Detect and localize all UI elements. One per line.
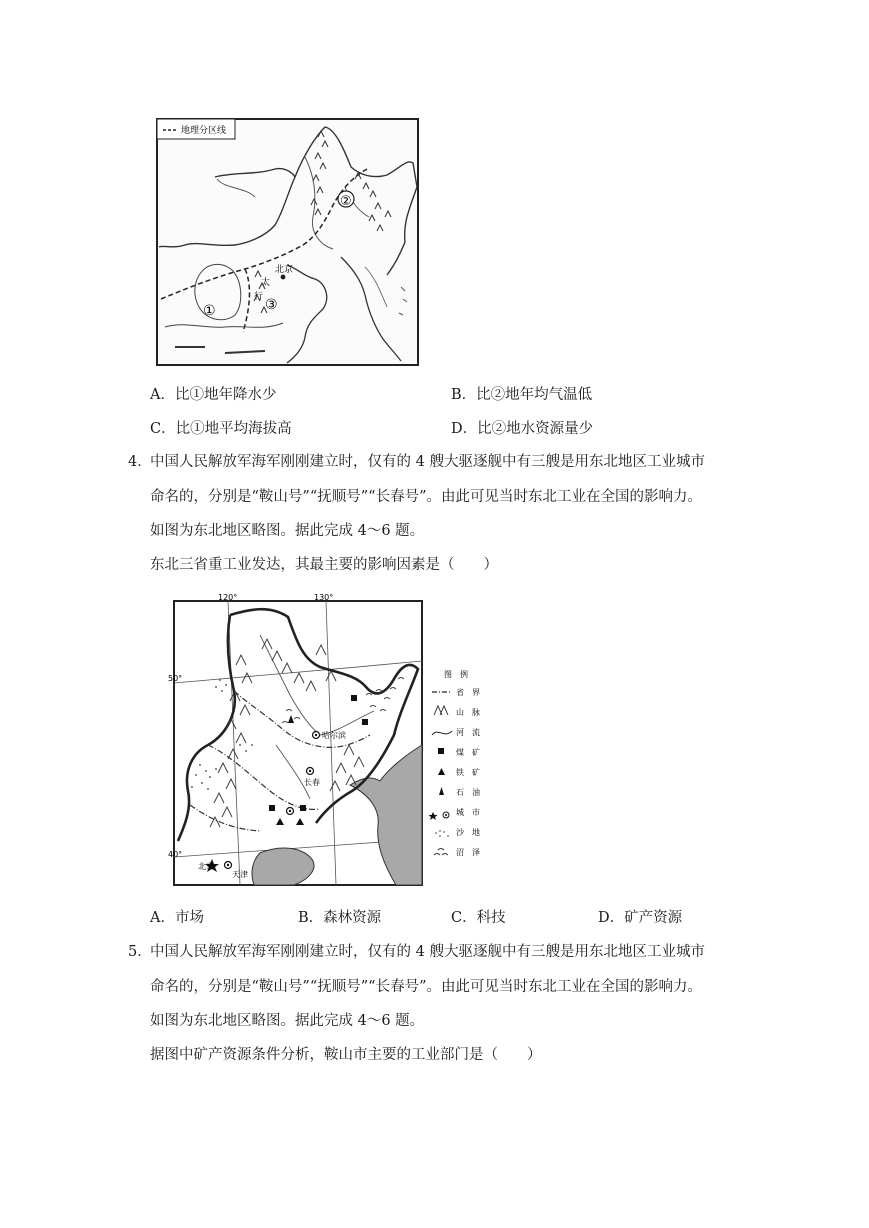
map2-lon-label-120: 120° (218, 593, 238, 602)
map1-city-dot (281, 275, 286, 280)
q4-option-c: C．科技 (451, 910, 506, 926)
map2-legend-oil: 石 油 (456, 788, 480, 797)
q3-option-b: B．比②地年均气温低 (451, 387, 593, 403)
q4-stem-line-2: 命名的，分别是“鞍山号”“抚顺号”“长春号”。由此可见当时东北工业在全国的影响力。 (150, 489, 702, 505)
map2-legend-river: 河 流 (456, 728, 480, 737)
q4-stem-line-1: 中国人民解放军海军刚刚建立时，仅有的 4 艘大驱逐舰中有三艘是用东北地区工业城市 (150, 454, 705, 470)
map1-region-label-b: 行 (254, 292, 264, 302)
q5-stem-line-3: 如图为东北地区略图。据此完成 4～6 题。 (150, 1013, 425, 1029)
map2-legend-sand: 沙 地 (456, 828, 480, 837)
map2-lat-label-50: 50° (168, 674, 183, 683)
map-north-china-regions (155, 117, 420, 367)
q5-number: 5． (128, 944, 152, 960)
map1-region-label-a: 太 (261, 278, 271, 288)
map2-legend-iron: 铁 矿 (456, 768, 480, 777)
map2-city-changchun: 长春 (304, 778, 320, 787)
map2-city-tianjin: 天津 (232, 870, 248, 879)
map2-city-beijing: 北京 (198, 862, 214, 871)
map2-legend-title: 图 例 (444, 670, 468, 679)
map2-legend-province: 省 界 (456, 688, 480, 697)
map-northeast-china (170, 595, 510, 890)
map1-city-beijing: 北京 (275, 265, 294, 275)
map2-legend-mountain: 山 脉 (456, 708, 480, 717)
map1-marker-3: ③ (265, 297, 278, 313)
q4-option-d: D．矿产资源 (598, 910, 683, 926)
q4-option-b: B．森林资源 (298, 910, 382, 926)
q3-option-d: D．比②地水资源量少 (451, 421, 594, 437)
q4-number: 4． (128, 454, 152, 470)
q4-stem-line-3: 如图为东北地区略图。据此完成 4～6 题。 (150, 523, 425, 539)
map1-marker-1: ① (203, 303, 216, 319)
q5-stem-line-2: 命名的，分别是“鞍山号”“抚顺号”“长春号”。由此可见当时东北工业在全国的影响力。 (150, 979, 702, 995)
map2-legend (429, 669, 481, 857)
q4-question: 东北三省重工业发达，其最主要的影响因素是（ ） (150, 557, 498, 573)
map2-lat-label-40: 40° (168, 850, 183, 859)
map2-legend-city: 城 市 (456, 808, 480, 817)
q3-option-c: C．比①地平均海拔高 (150, 421, 292, 437)
map2-lon-label-130: 130° (314, 593, 334, 602)
map1-legend-label: 地理分区线 (181, 126, 227, 136)
q3-option-a: A．比①地年降水少 (150, 387, 277, 403)
q4-option-a: A．市场 (150, 910, 204, 926)
q5-question: 据图中矿产资源条件分析，鞍山市主要的工业部门是（ ） (150, 1047, 542, 1063)
map1-marker-2: ② (340, 194, 352, 209)
map2-legend-coal: 煤 矿 (456, 748, 480, 757)
map2-legend-swamp: 沼 泽 (456, 848, 480, 857)
map2-city-harbin: 哈尔滨 (322, 731, 346, 740)
q5-stem-line-1: 中国人民解放军海军刚刚建立时，仅有的 4 艘大驱逐舰中有三艘是用东北地区工业城市 (150, 944, 705, 960)
